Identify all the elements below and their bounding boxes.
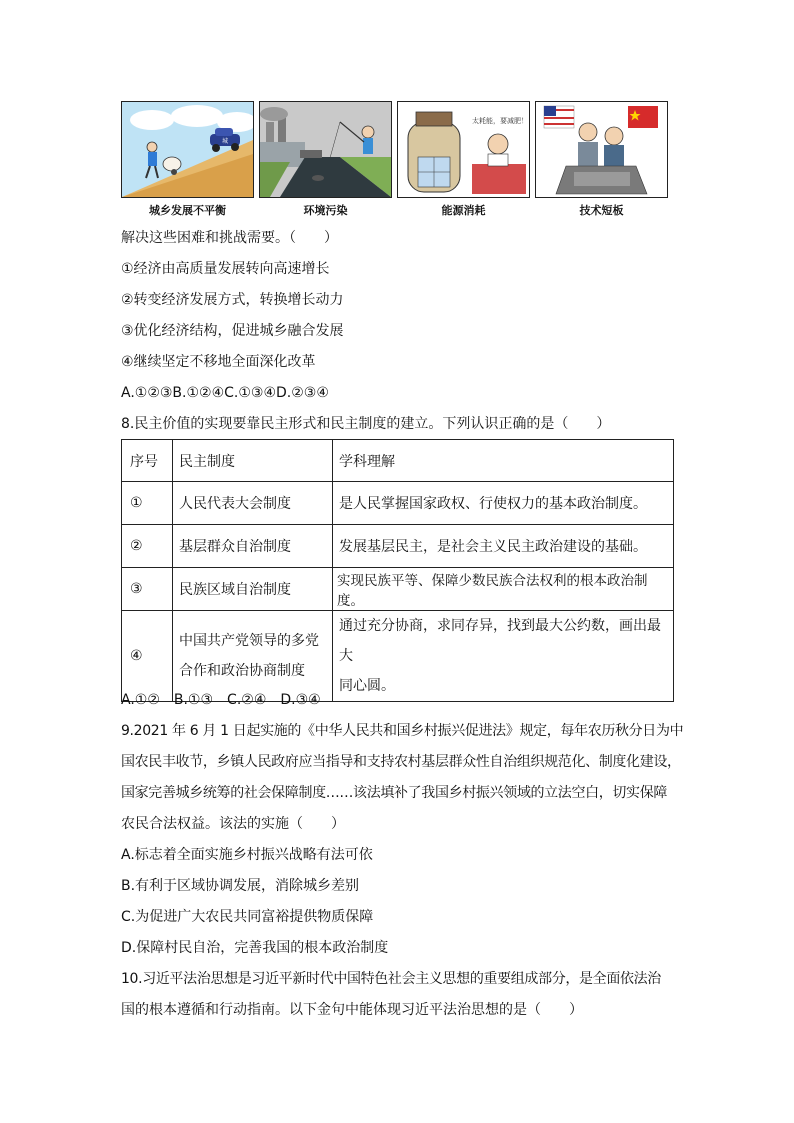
row-system: 民族区域自治制度 — [173, 568, 333, 611]
row-number: ④ — [122, 611, 173, 702]
cartoon-strip — [121, 101, 669, 219]
row-system-line-1: 中国共产党领导的多党 — [179, 633, 319, 649]
cartoon-caption: 环境污染 — [303, 204, 348, 217]
row-meaning: 是人民掌握国家政权、行使权力的基本政治制度。 — [333, 482, 674, 525]
cartoon-caption: 城乡发展不平衡 — [149, 204, 226, 217]
q8-answer-choices: A.①② B.①③ C.②④ D.③④ — [121, 692, 321, 708]
q10-stem-line-2: 国的根本遵循和行动指南。以下金句中能体现习近平法治思想的是（ ） — [121, 1002, 583, 1018]
q9-stem-line-1: 9.2021 年 6 月 1 日起实施的《中华人民共和国乡村振兴促进法》规定，每年农历秋分日为中 — [121, 723, 684, 739]
cartoon-caption: 能源消耗 — [441, 204, 486, 217]
row-meaning — [333, 611, 674, 702]
urban-rural-cartoon-icon — [122, 102, 253, 197]
row-number: ② — [122, 525, 173, 568]
q9-option-a: A.标志着全面实施乡村振兴战略有法可依 — [121, 847, 373, 863]
cartoon-caption: 技术短板 — [579, 204, 624, 217]
row-system-line-2: 合作和政治协商制度 — [179, 663, 305, 679]
cartoon-energy — [397, 101, 530, 218]
svg-text:太耗能，要减肥！: 太耗能，要减肥！ — [472, 117, 528, 125]
row-number: ③ — [122, 568, 173, 611]
row-system: 基层群众自治制度 — [173, 525, 333, 568]
table-row — [122, 482, 674, 525]
q9-option-d: D.保障村民自治，完善我国的根本政治制度 — [121, 940, 389, 956]
q10-stem-line-1: 10.习近平法治思想是习近平新时代中国特色社会主义思想的重要组成部分，是全面依法治 — [121, 971, 661, 987]
q9-stem-line-3: 国家完善城乡统筹的社会保障制度……该法填补了我国乡村振兴领域的立法空白，切实保障 — [121, 785, 667, 801]
cartoon-technology — [535, 101, 668, 218]
q7-option-3: ③优化经济结构，促进城乡融合发展 — [121, 323, 344, 339]
q7-stem: 解决这些困难和挑战需要。（ ） — [121, 230, 338, 246]
table-row — [122, 611, 674, 702]
democracy-table — [121, 439, 674, 702]
energy-cartoon-icon — [398, 102, 529, 197]
header-system: 民主制度 — [173, 440, 333, 482]
svg-text:城: 城 — [222, 138, 229, 145]
q9-stem-line-4: 农民合法权益。该法的实施（ ） — [121, 816, 345, 832]
q7-option-1: ①经济由高质量发展转向高速增长 — [121, 261, 330, 277]
row-meaning: 发展基层民主，是社会主义民主政治建设的基础。 — [333, 525, 674, 568]
header-meaning: 学科理解 — [333, 440, 674, 482]
row-meaning-line-1: 通过充分协商，求同存异，找到最大公约数，画出最大 — [339, 618, 661, 664]
table-row — [122, 568, 674, 611]
row-system — [173, 611, 333, 702]
q9-stem-line-2: 国农民丰收节，乡镇人民政府应当指导和支持农村基层群众性自治组织规范化、制度化建设， — [121, 754, 681, 770]
q7-option-2: ②转变经济发展方式，转换增长动力 — [121, 292, 344, 308]
cartoon-pollution — [259, 101, 392, 218]
cartoon-urban-rural — [121, 101, 254, 218]
technology-cartoon-icon — [536, 102, 667, 197]
header-number: 序号 — [122, 440, 173, 482]
row-meaning-line-2: 同心圆。 — [339, 678, 395, 694]
q9-option-b: B.有利于区域协调发展，消除城乡差别 — [121, 878, 360, 894]
table-row — [122, 525, 674, 568]
table-header-row — [122, 440, 674, 482]
q7-option-4: ④继续坚定不移地全面深化改革 — [121, 354, 316, 370]
pollution-cartoon-icon — [260, 102, 391, 197]
q8-stem: 8.民主价值的实现要靠民主形式和民主制度的建立。下列认识正确的是（ ） — [121, 416, 611, 432]
q7-answer-choices: A.①②③B.①②④C.①③④D.②③④ — [121, 385, 329, 401]
row-meaning: 实现民族平等、保障少数民族合法权利的根本政治制度。 — [333, 568, 674, 611]
q9-option-c: C.为促进广大农民共同富裕提供物质保障 — [121, 909, 374, 925]
row-system: 人民代表大会制度 — [173, 482, 333, 525]
row-number: ① — [122, 482, 173, 525]
